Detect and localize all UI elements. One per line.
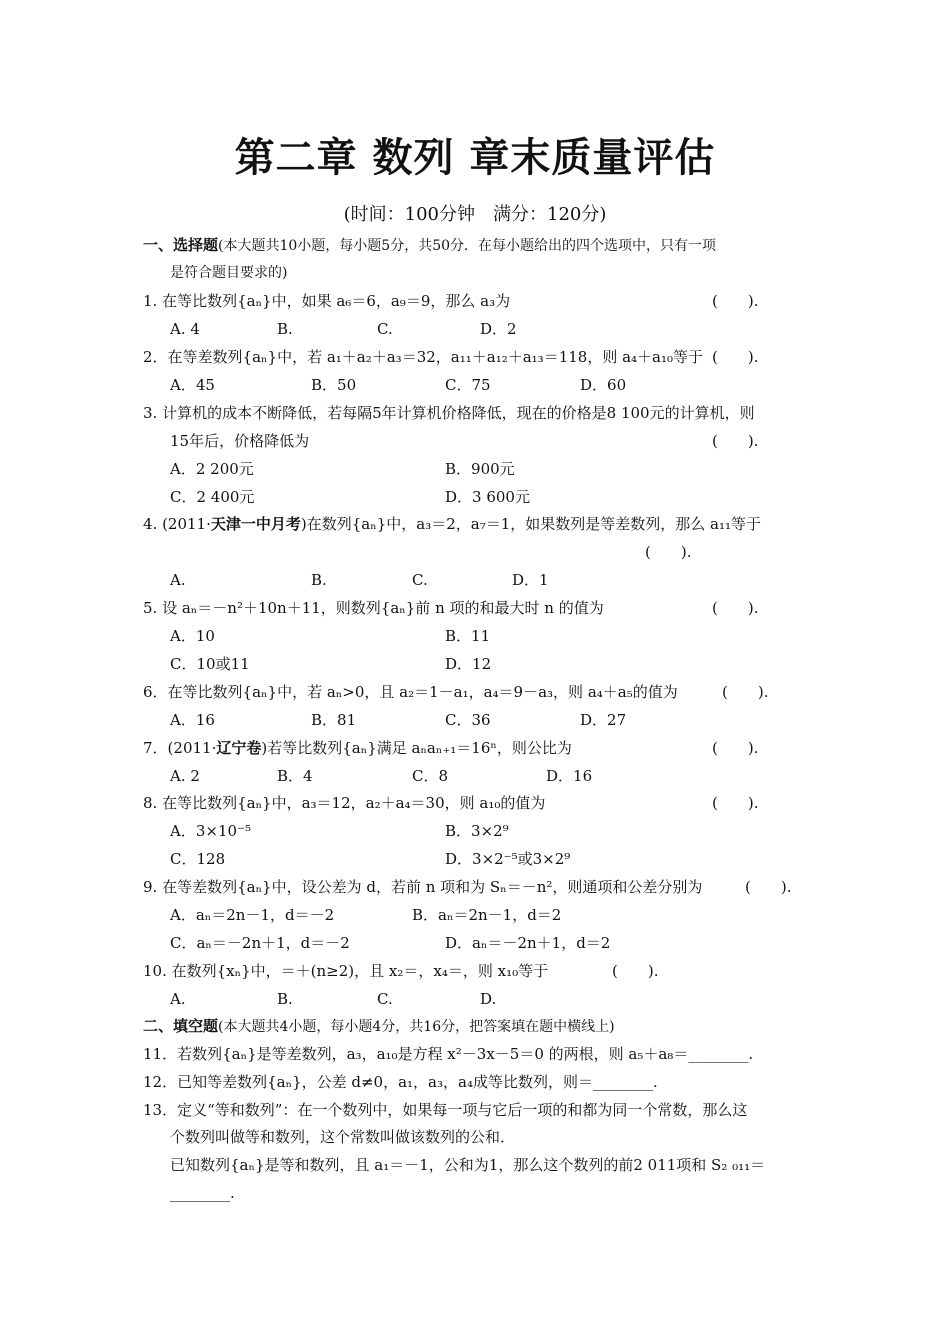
question-2-bracket: ( ). xyxy=(712,348,759,366)
q2-option-c: C．75 xyxy=(445,376,491,394)
q1-option-c: C. xyxy=(377,320,393,338)
q5-option-c: C．10或11 xyxy=(170,655,250,673)
question-3-stem-continued: 15年后，价格降低为 xyxy=(170,432,310,450)
q1-option-b: B. xyxy=(277,320,293,338)
question-11: 11．若数列{aₙ}是等差数列，a₃，a₁₀是方程 x²－3x－5＝0 的两根，则 a₅＋a₈＝________. xyxy=(143,1045,754,1063)
question-3-stem: 3. 计算机的成本不断降低，若每隔5年计算机价格降低，现在的价格是8 100元的计算机，则 xyxy=(143,404,755,422)
q9-option-c: C．aₙ＝－2n＋1，d＝－2 xyxy=(170,934,350,952)
question-8-stem: 8. 在等比数列{aₙ}中，a₃＝12，a₂＋a₄＝30，则 a₁₀的值为 xyxy=(143,794,546,812)
question-6-bracket: ( ). xyxy=(722,683,769,701)
q3-option-c: C．2 400元 xyxy=(170,488,255,506)
section-note-continued: 是符合题目要求的) xyxy=(170,265,288,281)
question-7-bracket: ( ). xyxy=(712,739,759,757)
q10-option-d: D. xyxy=(480,990,497,1008)
q2-option-a: A．45 xyxy=(170,376,215,394)
q3-option-a: A．2 200元 xyxy=(170,460,254,478)
question-5-stem: 5. 设 aₙ＝－n²＋10n＋11，则数列{aₙ}前 n 项的和最大时 n 的值为 xyxy=(143,599,604,617)
q5-option-d: D．12 xyxy=(445,655,492,673)
q7-option-c: C．8 xyxy=(412,767,449,785)
question-7-stem: 7．(2011·辽宁卷)若等比数列{aₙ}满足 aₙaₙ₊₁＝16ⁿ，则公比为 xyxy=(143,739,572,757)
q9-option-d: D．aₙ＝－2n＋1，d＝2 xyxy=(445,934,611,952)
q4-option-d: D．1 xyxy=(512,571,549,589)
q2-option-b: B．50 xyxy=(311,376,357,394)
section-heading-fill: 二、填空题(本大题共4小题，每小题4分，共16分，把答案填在题中横线上) xyxy=(143,1017,615,1035)
q6-option-a: A．16 xyxy=(170,711,215,729)
q6-option-d: D．27 xyxy=(580,711,627,729)
q10-option-b: B. xyxy=(277,990,293,1008)
question-13-continued: 个数列叫做等和数列，这个常数叫做该数列的公和． xyxy=(170,1128,516,1146)
question-2-stem: 2．在等差数列{aₙ}中，若 a₁＋a₂＋a₃＝32，a₁₁＋a₁₂＋a₁₃＝118，则 a₄＋a₁₀等于 xyxy=(143,348,704,366)
q6-option-c: C．36 xyxy=(445,711,491,729)
q10-option-a: A. xyxy=(170,990,186,1008)
question-4-bracket: ( ). xyxy=(645,543,692,561)
q7-option-b: B．4 xyxy=(277,767,313,785)
section-heading-choice: 一、选择题(本大题共10小题，每小题5分，共50分．在每小题给出的四个选项中，只有一项 xyxy=(143,236,717,254)
question-10-stem: 10. 在数列{xₙ}中，＝＋(n≥2)，且 x₂＝，x₄＝，则 x₁₀等于 xyxy=(143,962,549,980)
q1-option-d: D．2 xyxy=(480,320,517,338)
question-13-task: 已知数列{aₙ}是等和数列，且 a₁＝－1，公和为1，那么这个数列的前2 011项和 S₂ ₀₁₁＝ xyxy=(170,1156,766,1174)
question-3-bracket: ( ). xyxy=(712,432,759,450)
q8-option-b: B．3×2⁹ xyxy=(445,822,509,840)
q5-option-b: B．11 xyxy=(445,627,491,645)
q5-option-a: A．10 xyxy=(170,627,215,645)
q8-option-c: C．128 xyxy=(170,850,226,868)
q8-option-a: A．3×10⁻⁵ xyxy=(170,822,251,840)
question-10-bracket: ( ). xyxy=(612,962,659,980)
q2-option-d: D．60 xyxy=(580,376,627,394)
q4-option-c: C. xyxy=(412,571,428,589)
q4-option-a: A. xyxy=(170,571,186,589)
q1-option-a: A. 4 xyxy=(170,320,200,338)
q3-option-b: B．900元 xyxy=(445,460,515,478)
q9-option-b: B．aₙ＝2n－1，d＝2 xyxy=(412,906,562,924)
question-5-bracket: ( ). xyxy=(712,599,759,617)
question-12: 12．已知等差数列{aₙ}，公差 d≠0，a₁，a₃，a₄成等比数列，则＝________. xyxy=(143,1073,658,1091)
q4-option-b: B. xyxy=(311,571,327,589)
question-13: 13．定义“等和数列”：在一个数列中，如果每一项与它后一项的和都为同一个常数，那么这 xyxy=(143,1101,748,1119)
question-1-stem: 1. 在等比数列{aₙ}中，如果 a₆＝6，a₉＝9，那么 a₃为 xyxy=(143,292,511,310)
question-9-stem: 9. 在等差数列{aₙ}中，设公差为 d，若前 n 项和为 Sₙ＝－n²，则通项和公差分别为 xyxy=(143,878,703,896)
question-4-stem: 4. (2011·天津一中月考)在数列{aₙ}中，a₃＝2，a₇＝1，如果数列是等差数列，那么 a₁₁等于 xyxy=(143,515,762,533)
q10-option-c: C. xyxy=(377,990,393,1008)
question-9-bracket: ( ). xyxy=(745,878,792,896)
question-13-blank: ________. xyxy=(170,1184,235,1202)
question-7-source: 辽宁卷 xyxy=(216,739,262,757)
q8-option-d: D．3×2⁻⁵或3×2⁹ xyxy=(445,850,571,868)
q6-option-b: B．81 xyxy=(311,711,357,729)
q7-option-a: A. 2 xyxy=(170,767,200,785)
q3-option-d: D．3 600元 xyxy=(445,488,530,506)
q9-option-a: A．aₙ＝2n－1，d＝－2 xyxy=(170,906,335,924)
question-6-stem: 6．在等比数列{aₙ}中，若 aₙ>0，且 a₂＝1－a₁，a₄＝9－a₃，则 a₄＋a₅的值为 xyxy=(143,683,678,701)
question-1-bracket: ( ). xyxy=(712,292,759,310)
question-8-bracket: ( ). xyxy=(712,794,759,812)
page-subtitle: (时间：100分钟 满分：120分) xyxy=(343,204,607,225)
page-title: 第二章 数列 章末质量评估 xyxy=(234,135,716,181)
q7-option-d: D．16 xyxy=(546,767,593,785)
question-4-source: 天津一中月考 xyxy=(210,515,301,533)
